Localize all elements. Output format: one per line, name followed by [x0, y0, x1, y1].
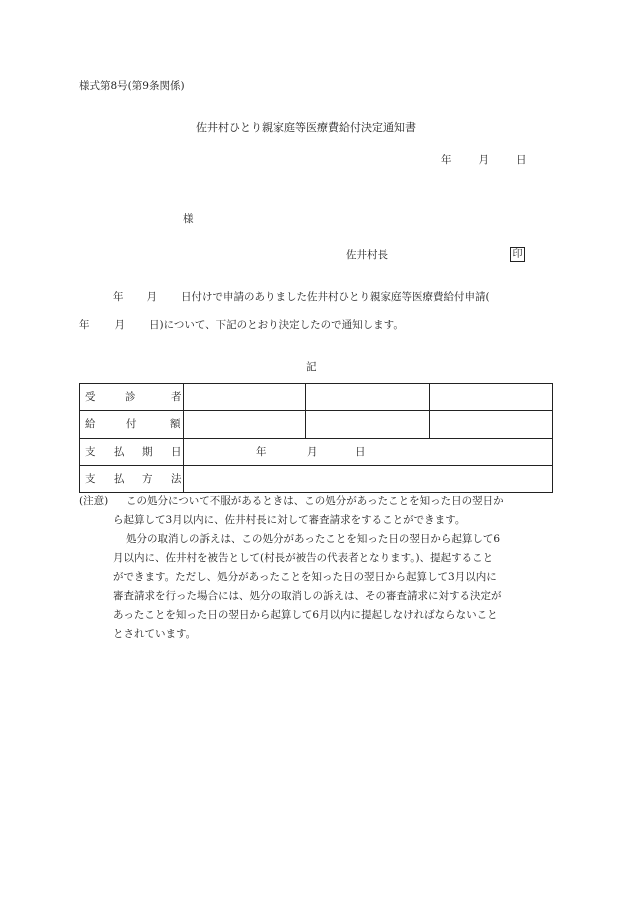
- body-line-1: [113, 292, 490, 303]
- patient-cell-3[interactable]: [430, 384, 553, 411]
- document-title: 佐井村ひとり親家庭等医療費給付決定通知書: [196, 121, 416, 134]
- payment-date-day: 日: [355, 445, 366, 458]
- issue-date-year: 年: [441, 154, 452, 166]
- notes-line-3: 処分の取消しの訴えは、この処分があったことを知った日の翌日から起算して6: [126, 533, 501, 545]
- application-ref-year: 年: [79, 319, 90, 331]
- ki-heading: 記: [306, 361, 317, 373]
- seal-stamp: 印: [510, 247, 525, 262]
- issue-date-day: 日: [516, 154, 527, 166]
- notes-line-7: あったことを知った日の翌日から起算して6月以内に提起しなければならないこと: [113, 609, 498, 621]
- decision-table: [79, 383, 553, 493]
- issue-date: [441, 155, 527, 166]
- notes-line-4: 月以内に、佐井村を被告として(村長が被告の代表者となります。)、提起すること: [113, 552, 494, 564]
- notes-label: (注意): [79, 495, 109, 507]
- table-row-patient: [80, 384, 553, 411]
- application-month: 月: [146, 291, 157, 303]
- amount-cell-2[interactable]: [306, 411, 430, 438]
- amount-cell-1[interactable]: [184, 411, 306, 438]
- table-row-amount: [80, 411, 553, 438]
- patient-cell-1[interactable]: [184, 384, 306, 411]
- label-payment-date: 支 払 期 日: [80, 438, 184, 465]
- body-line-2: [79, 320, 404, 331]
- addressee-honorific: 様: [183, 213, 194, 225]
- notes-line-6: 審査請求を行った場合には、処分の取消しの訴えは、その審査請求に対する決定が: [113, 590, 502, 602]
- issue-date-month: 月: [478, 154, 489, 166]
- issuer-name: 佐井村長: [346, 249, 388, 261]
- table-row-payment-date: [80, 438, 553, 465]
- application-year: 年: [113, 291, 124, 303]
- notes-line-8: とされています。: [113, 628, 197, 640]
- body-line-1-text: 日付けで申請のありました佐井村ひとり親家庭等医療費給付申請(: [181, 291, 490, 303]
- label-amount: 給 付 額: [80, 411, 184, 438]
- application-ref-month: 月: [114, 319, 125, 331]
- label-payment-method: 支 払 方 法: [80, 465, 184, 492]
- payment-date-year: 年: [256, 445, 267, 458]
- notes-line-5: ができます。ただし、処分があったことを知った日の翌日から起算して3月以内に: [113, 571, 497, 583]
- payment-date-month: 月: [307, 445, 318, 458]
- payment-date-value[interactable]: [184, 438, 553, 465]
- patient-cell-2[interactable]: [306, 384, 430, 411]
- notes-line-1: この処分について不服があるときは、この処分があったことを知った日の翌日か: [126, 495, 504, 507]
- notes-line-2: ら起算して3月以内に、佐井村長に対して審査請求をすることができます。: [113, 514, 466, 526]
- amount-cell-3[interactable]: [430, 411, 553, 438]
- label-patient: 受 診 者: [80, 384, 184, 411]
- form-number: 様式第8号(第9条関係): [79, 80, 185, 92]
- table-row-payment-method: [80, 465, 553, 492]
- payment-method-value[interactable]: [184, 465, 553, 492]
- body-line-2-text: 日)について、下記のとおり決定したので通知します。: [149, 319, 404, 331]
